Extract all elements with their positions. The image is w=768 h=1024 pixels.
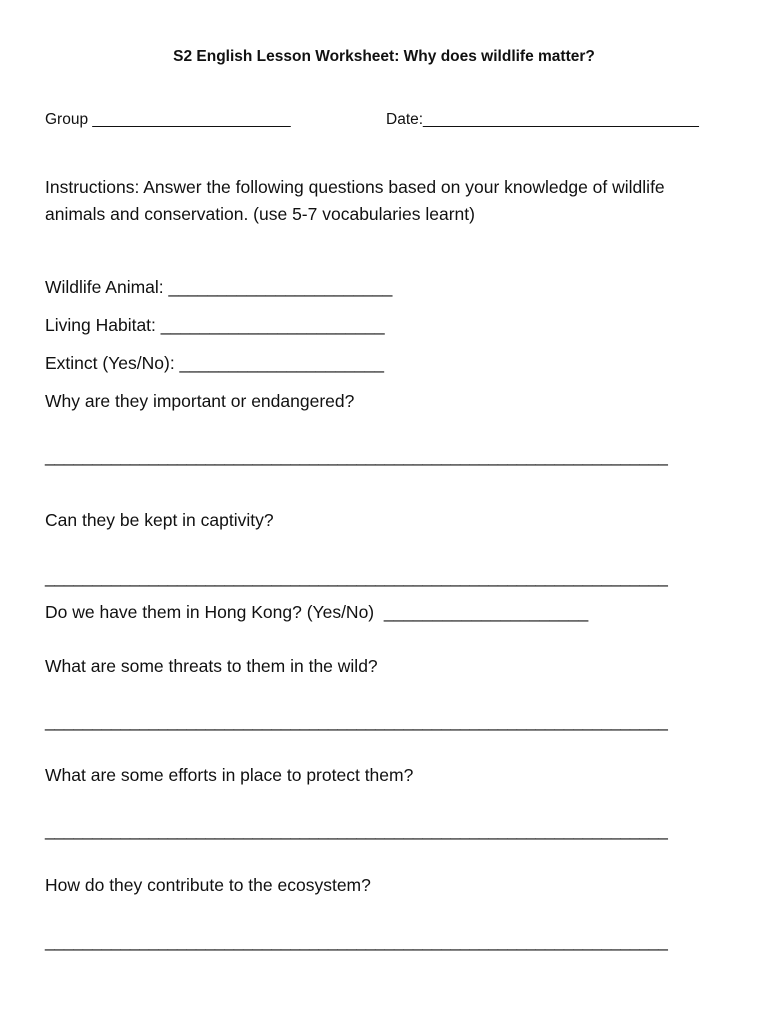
question-efforts: What are some efforts in place to protect them? <box>45 765 414 785</box>
question-threats: What are some threats to them in the wild? <box>45 656 378 676</box>
living-habitat-field[interactable]: Living Habitat: _______________________ <box>45 315 385 335</box>
question-importance: Why are they important or endangered? <box>45 391 355 411</box>
answer-line-threats[interactable]: __________________________________________________________________ <box>45 711 668 731</box>
question-captivity: Can they be kept in captivity? <box>45 510 274 530</box>
date-field[interactable]: Date:________________________________ <box>386 111 699 128</box>
answer-line-ecosystem[interactable]: __________________________________________________________________ <box>45 931 668 951</box>
extinct-field[interactable]: Extinct (Yes/No): _____________________ <box>45 353 384 373</box>
answer-line-efforts[interactable]: __________________________________________________________________ <box>45 820 668 840</box>
hong-kong-field[interactable]: Do we have them in Hong Kong? (Yes/No) _____________________ <box>45 602 589 622</box>
worksheet-title: S2 English Lesson Worksheet: Why does wildlife matter? <box>173 48 595 65</box>
group-field[interactable]: Group _______________________ <box>45 111 291 128</box>
answer-line-importance[interactable]: __________________________________________________________________ <box>45 446 668 466</box>
question-ecosystem: How do they contribute to the ecosystem? <box>45 875 371 895</box>
instructions-text: Instructions: Answer the following questions based on your knowledge of wildlife animals and conservation. (use 5-7 vocabularies learnt) <box>45 177 665 224</box>
wildlife-animal-field[interactable]: Wildlife Animal: _______________________ <box>45 277 393 297</box>
answer-line-captivity[interactable]: __________________________________________________________________ <box>45 567 668 587</box>
